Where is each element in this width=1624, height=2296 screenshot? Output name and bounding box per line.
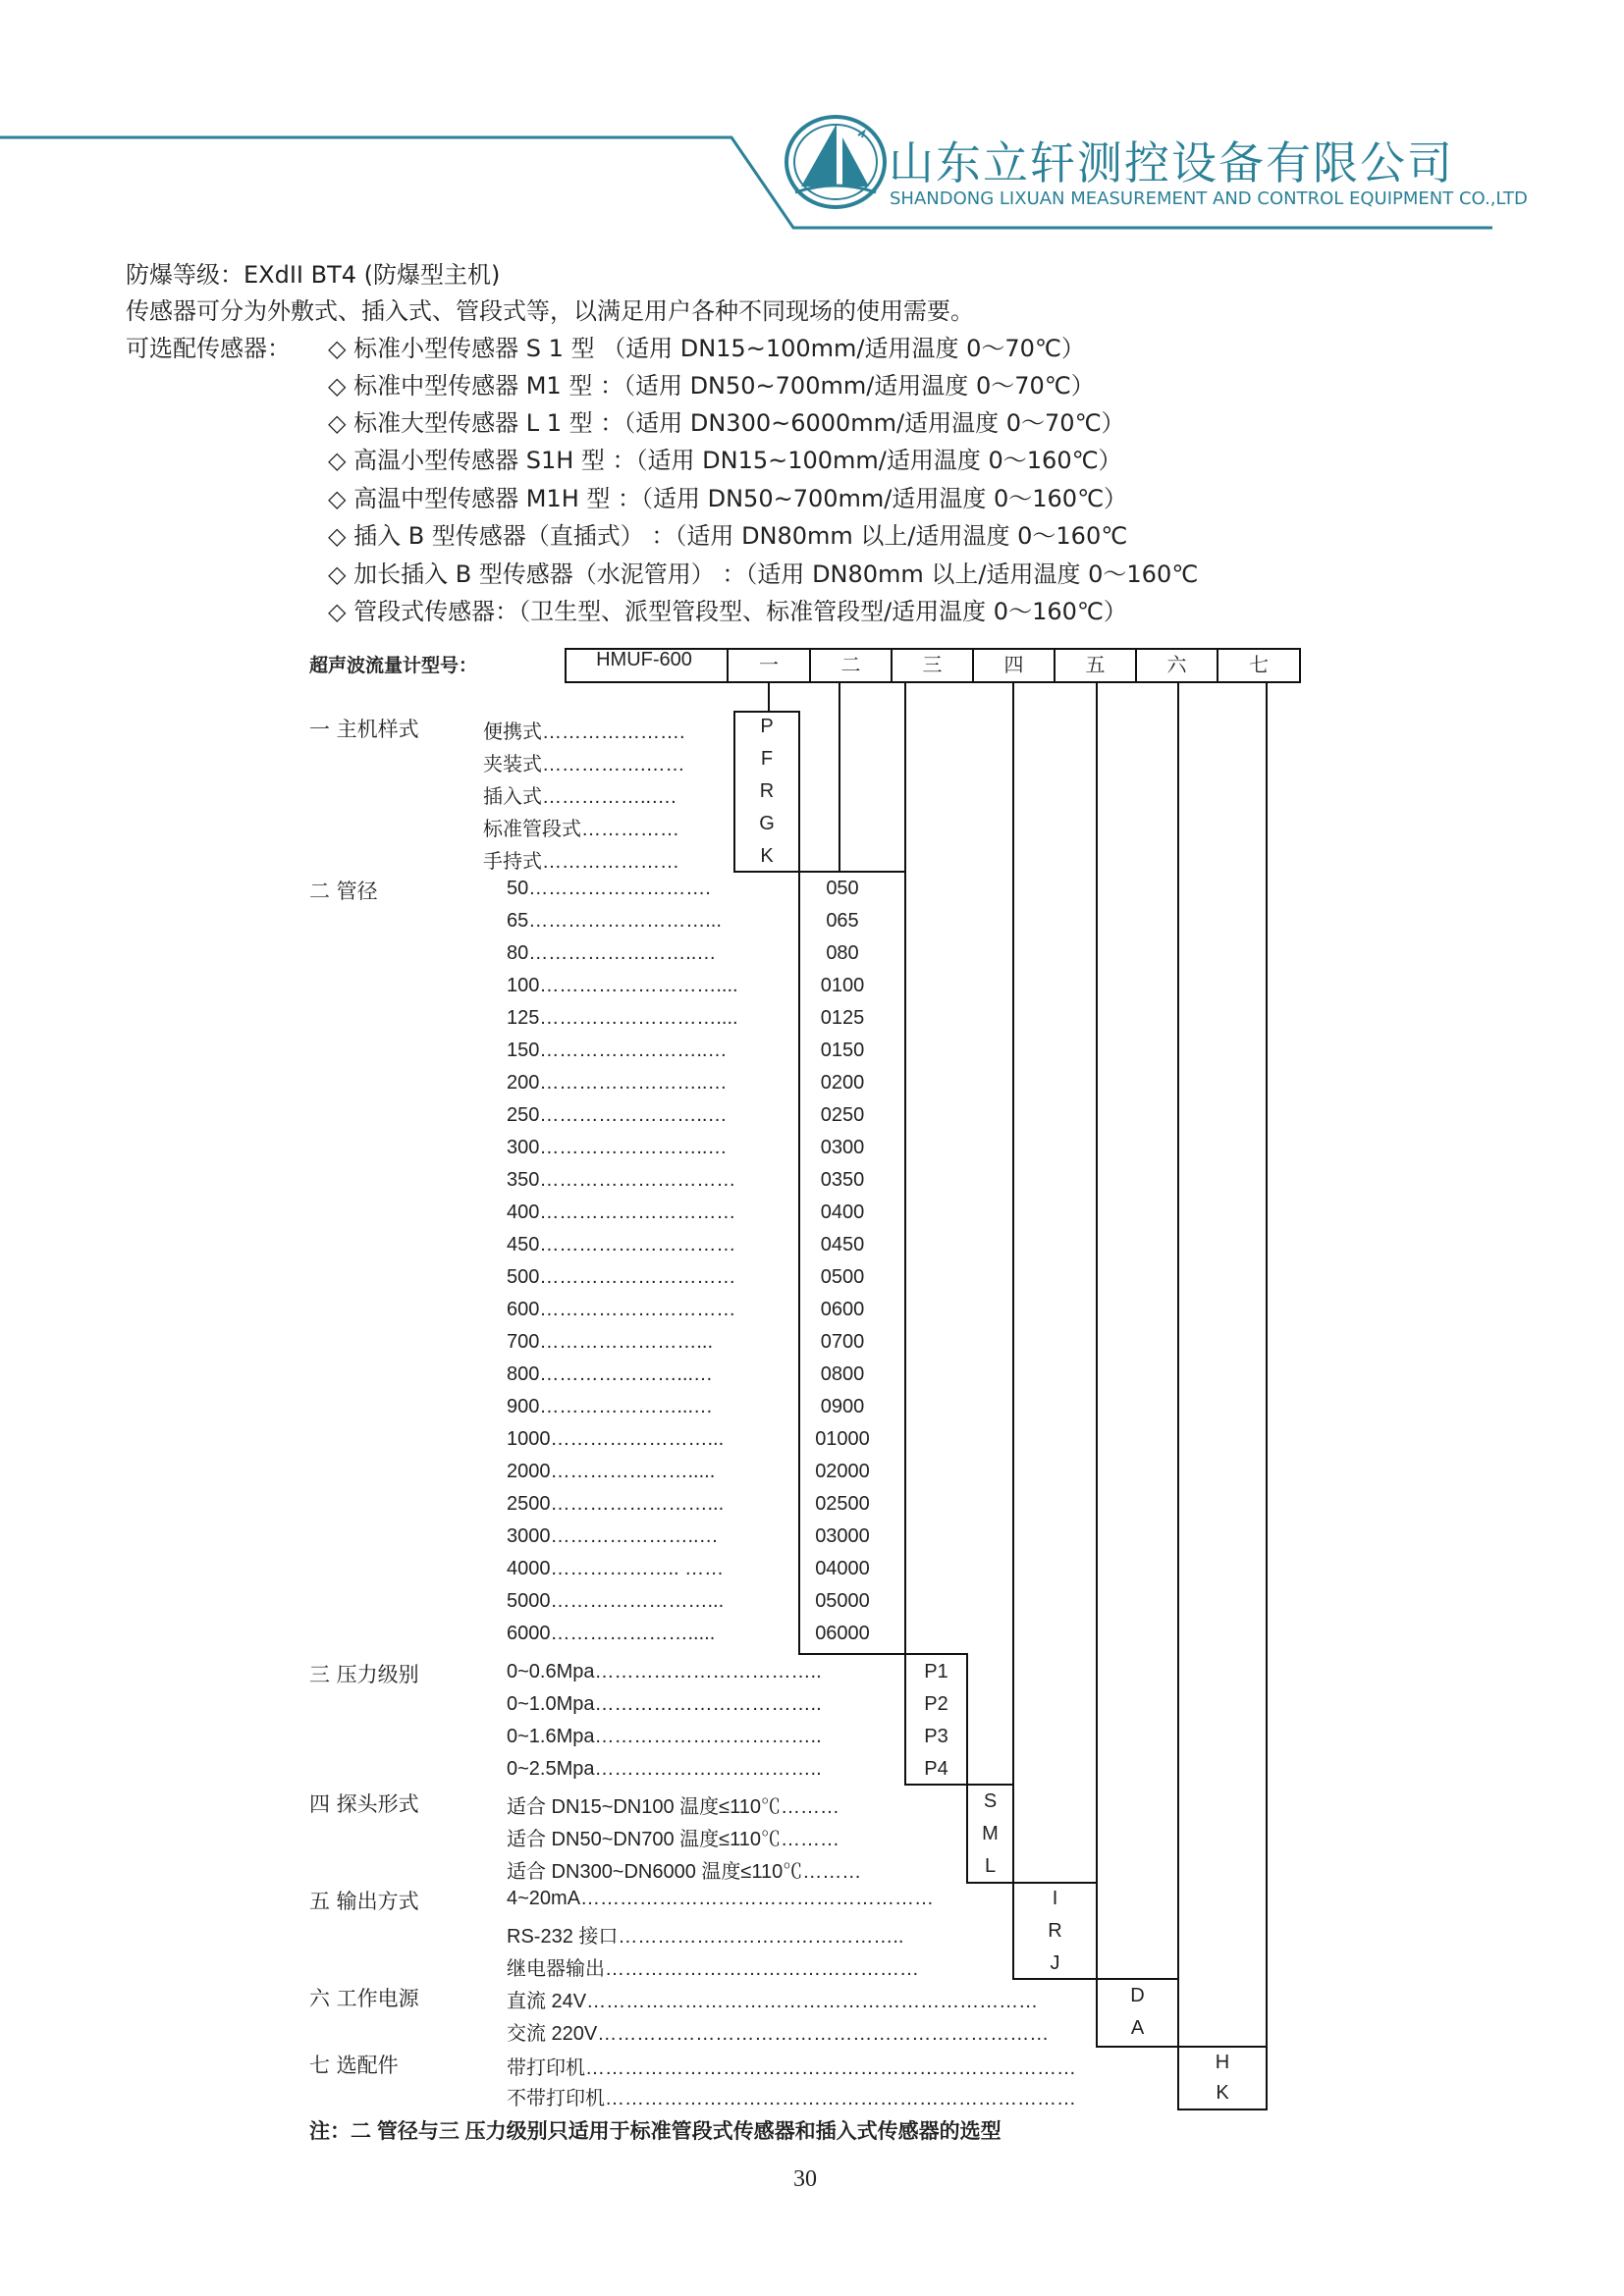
option-label: 600………………………… (507, 1299, 736, 1320)
sensor-option: ◇ 高温小型传感器 S1H 型 ：（适用 DN15~100mm/适用温度 0～160℃） (328, 447, 1122, 474)
option-code: 0350 (820, 1169, 865, 1191)
sensor-option: ◇ 高温中型传感器 M1H 型 ：（适用 DN50~700mm/适用温度 0～160℃） (328, 485, 1128, 512)
section-title-power: 六 工作电源 (309, 1987, 419, 2010)
option-label: 直流 24V…………………………………………………………… (507, 1991, 1039, 2012)
option-code: 02500 (815, 1493, 870, 1515)
option-label: 继电器输出………………………………………… (507, 1958, 919, 1980)
option-code: F (760, 748, 774, 770)
sensor-option: ◇ 标准大型传感器 L 1 型 ：（适用 DN300~6000mm/适用温度 0～70℃） (328, 409, 1125, 437)
sensor-option: ◇ 标准中型传感器 M1 型 ：（适用 DN50~700mm/适用温度 0～70℃） (328, 372, 1095, 400)
option-label: 50………………………. (507, 878, 711, 899)
option-label: 便携式…………………. (483, 721, 685, 743)
section-title-host-style: 一 主机样式 (309, 718, 419, 741)
option-code: J (1050, 1952, 1060, 1974)
option-label: 0~0.6Mpa…………………………….. (507, 1661, 822, 1682)
explosion-proof-text: 防爆等级：EXdII BT4 (防爆型主机) (126, 261, 501, 289)
option-code: 0900 (820, 1396, 865, 1417)
option-label: 450………………………… (507, 1234, 736, 1255)
option-code: 0400 (820, 1201, 865, 1223)
option-label: 500………………………… (507, 1266, 736, 1288)
option-label: 150……………………..… (507, 1040, 728, 1061)
option-label: 700……………………... (507, 1331, 714, 1353)
option-code: 050 (826, 878, 859, 899)
option-code: I (1052, 1888, 1058, 1909)
option-code: 0100 (820, 975, 865, 996)
option-code: S (983, 1790, 998, 1812)
option-code: A (1130, 2017, 1145, 2039)
option-code: P (760, 716, 774, 737)
option-code: 0600 (820, 1299, 865, 1320)
option-label: 350………………………… (507, 1169, 736, 1191)
option-code: 06000 (815, 1623, 870, 1644)
option-code: G (759, 813, 775, 834)
option-code: L (984, 1855, 997, 1877)
option-code: 0125 (820, 1007, 865, 1029)
option-code: M (982, 1823, 999, 1844)
model-position-7: 七 (1249, 655, 1269, 676)
option-code: K (1216, 2082, 1229, 2104)
option-code: P2 (924, 1693, 948, 1715)
sensor-option: ◇ 插入 B 型传感器（直插式） ：（适用 DN80mm 以上/适用温度 0～160℃ (328, 522, 1128, 550)
option-code: R (759, 780, 775, 802)
option-label: 100……………………….... (507, 975, 738, 996)
option-code: 0150 (820, 1040, 865, 1061)
option-label: RS-232 接口…………………………………….. (507, 1926, 904, 1948)
model-position-3: 三 (922, 655, 943, 676)
option-label: 标准管段式…………… (483, 819, 679, 840)
option-label: 900…………………...… (507, 1396, 714, 1417)
model-label: 超声波流量计型号： (309, 656, 478, 676)
section-title-pressure: 三 压力级别 (309, 1663, 419, 1686)
option-code: 0250 (820, 1104, 865, 1126)
option-label: 适合 DN50~DN700 温度≤110℃……… (507, 1829, 840, 1850)
option-label: 4~20mA……………………………………………… (507, 1888, 935, 1909)
option-code: 01000 (815, 1428, 870, 1450)
option-label: 0~1.6Mpa…………………………….. (507, 1726, 822, 1747)
sensor-option: ◇ 管段式传感器：（卫生型、派型管段型、标准管段型/适用温度 0～160℃） (328, 598, 1127, 625)
option-label: 插入式……………..…. (483, 786, 677, 808)
optional-sensors-label: 可选配传感器： (126, 335, 291, 362)
option-label: 交流 220V…………………………………………………………… (507, 2023, 1050, 2045)
option-label: 3000…………………..… (507, 1525, 719, 1547)
option-code: 04000 (815, 1558, 870, 1579)
option-code: P1 (924, 1661, 948, 1682)
model-position-5: 五 (1085, 655, 1106, 676)
option-code: 02000 (815, 1461, 870, 1482)
option-label: 手持式………………… (483, 851, 679, 873)
option-label: 65………………………... (507, 910, 722, 932)
option-label: 0~1.0Mpa…………………………….. (507, 1693, 822, 1715)
option-label: 夹装式…………….…… (483, 754, 685, 775)
option-label: 125……………………….... (507, 1007, 738, 1029)
page-number: 30 (793, 2166, 817, 2192)
section-title-pipe-diameter: 二 管径 (309, 880, 378, 903)
model-position-2: 二 (840, 655, 861, 676)
option-label: 2500……………………... (507, 1493, 725, 1515)
option-code: 0300 (820, 1137, 865, 1158)
sensor-types-text: 传感器可分为外敷式、插入式、管段式等，以满足用户各种不同现场的使用需要。 (126, 297, 974, 325)
model-position-6: 六 (1166, 655, 1187, 676)
option-code: 065 (826, 910, 859, 932)
option-code: P3 (924, 1726, 948, 1747)
model-position-4: 四 (1003, 655, 1024, 676)
option-code: D (1130, 1985, 1145, 2006)
option-label: 5000……………………... (507, 1590, 725, 1612)
option-code: R (1048, 1920, 1062, 1942)
option-label: 不带打印机……………………………………………………………… (507, 2088, 1076, 2109)
option-label: 带打印机………………………………………………………………… (507, 2057, 1076, 2079)
option-label: 适合 DN300~DN6000 温度≤110℃……… (507, 1861, 862, 1883)
option-label: 2000…………………..... (507, 1461, 716, 1482)
option-label: 400………………………… (507, 1201, 736, 1223)
option-code: K (760, 845, 774, 867)
option-label: 800…………………...… (507, 1363, 714, 1385)
model-base: HMUF-600 (596, 649, 692, 670)
option-label: 4000……………….. …… (507, 1558, 725, 1579)
option-label: 6000…………………..... (507, 1623, 716, 1644)
option-code: P4 (924, 1758, 948, 1780)
option-label: 200……………………..… (507, 1072, 728, 1094)
section-title-probe-type: 四 探头形式 (309, 1792, 419, 1816)
footnote: 注：二 管径与三 压力级别只适用于标准管段式传感器和插入式传感器的选型 (309, 2120, 1001, 2143)
option-label: 250……………………..… (507, 1104, 728, 1126)
option-code: 03000 (815, 1525, 870, 1547)
option-code: 0450 (820, 1234, 865, 1255)
option-code: H (1215, 2052, 1230, 2073)
option-code: 05000 (815, 1590, 870, 1612)
option-label: 适合 DN15~DN100 温度≤110℃……… (507, 1796, 840, 1818)
sensor-option: ◇ 加长插入 B 型传感器（水泥管用） ：（适用 DN80mm 以上/适用温度 0～160℃ (328, 561, 1199, 588)
company-name-cn: 山东立轩测控设备有限公司 (889, 136, 1454, 189)
option-code: 0200 (820, 1072, 865, 1094)
sensor-option: ◇ 标准小型传感器 S 1 型 （适用 DN15~100mm/适用温度 0～70℃） (328, 335, 1085, 362)
option-label: 80……………………..… (507, 942, 717, 964)
section-title-output: 五 输出方式 (309, 1890, 419, 1913)
option-label: 0~2.5Mpa…………………………….. (507, 1758, 822, 1780)
option-code: 080 (826, 942, 859, 964)
option-code: 0800 (820, 1363, 865, 1385)
option-code: 0500 (820, 1266, 865, 1288)
section-title-accessory: 七 选配件 (309, 2054, 399, 2077)
company-name-en: SHANDONG LIXUAN MEASUREMENT AND CONTROL EQUIPMENT CO.,LTD (890, 188, 1528, 209)
option-code: 0700 (820, 1331, 865, 1353)
option-label: 1000……………………... (507, 1428, 725, 1450)
option-label: 300……………………..… (507, 1137, 728, 1158)
model-position-1: 一 (759, 655, 779, 676)
